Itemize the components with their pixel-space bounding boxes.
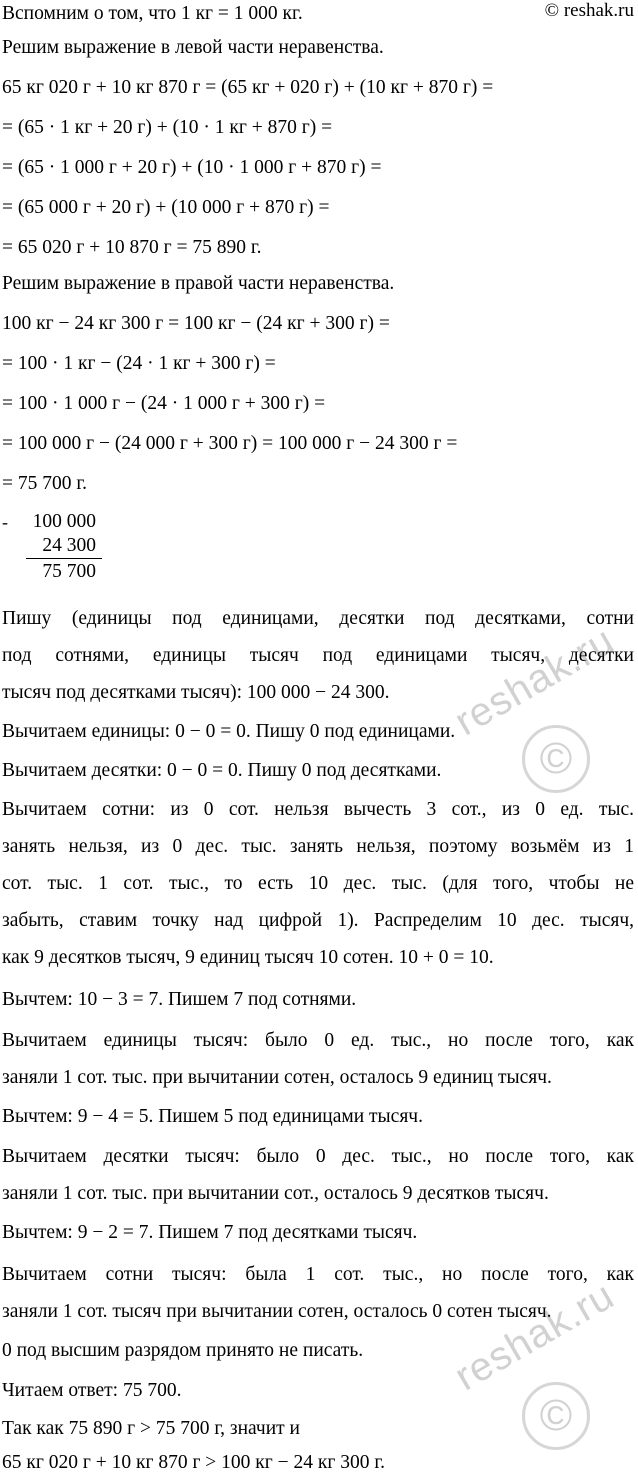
explanation-line-6: Вычитаем сотни: из 0 сот. нельзя вычесть 3 сот., из 0 ед. тыс. — [2, 799, 634, 820]
watermark-text: reshak.ru — [447, 618, 622, 745]
explanation-line-18: Вычитаем сотни тысяч: была 1 сот. тыс., но после того, как — [2, 1264, 634, 1285]
right-step-3: = 100 · 1 000 г − (24 · 1 000 г + 300 г) = — [2, 393, 326, 414]
explanation-line-19: заняли 1 сот. тысяч при вычитании сотен, осталось 0 сотен тысяч. — [2, 1301, 552, 1322]
explanation-line-10: как 9 десятков тысяч, 9 единиц тысяч 10 сотен. 10 + 0 = 10. — [2, 947, 494, 968]
left-step-1: 65 кг 020 г + 10 кг 870 г = (65 кг + 020 г) + (10 кг + 870 г) = — [2, 77, 494, 98]
left-step-2: = (65 · 1 кг + 20 г) + (10 · 1 кг + 870 г) = — [2, 117, 333, 138]
answer-line: Читаем ответ: 75 700. — [2, 1380, 182, 1401]
watermark-text-2: reshak.ru — [447, 1273, 622, 1400]
result: 75 700 — [42, 561, 96, 582]
explanation-line-2: под сотнями, единицы тысяч под единицами тысяч, десятки — [2, 645, 634, 666]
left-step-3: = (65 · 1 000 г + 20 г) + (10 · 1 000 г + 870 г) = — [2, 157, 382, 178]
left-step-5: = 65 020 г + 10 870 г = 75 890 г. — [2, 237, 262, 258]
explanation-line-5: Вычитаем десятки: 0 − 0 = 0. Пишу 0 под десятками. — [2, 760, 442, 781]
explanation-line-9: забыть, ставим точку над цифрой 1). Распределим 10 дес. тысяч, — [2, 910, 634, 931]
explanation-line-17: Вычтем: 9 − 2 = 7. Пишем 7 под десятками тысяч. — [2, 1222, 418, 1243]
subtrahend: 24 300 — [42, 535, 96, 556]
right-step-5: = 75 700 г. — [2, 473, 88, 494]
explanation-line-12: Вычитаем единицы тысяч: было 0 ед. тыс., но после того, как — [2, 1030, 634, 1051]
intro-line: Вспомним о том, что 1 кг = 1 000 кг. — [2, 3, 303, 24]
result-line — [26, 558, 102, 559]
comparison-line: Так как 75 890 г > 75 700 г, значит и — [2, 1418, 300, 1439]
explanation-line-11: Вычтем: 10 − 3 = 7. Пишем 7 под сотнями. — [2, 989, 357, 1010]
left-step-4: = (65 000 г + 20 г) + (10 000 г + 870 г) = — [2, 197, 330, 218]
explanation-line-7: занять нельзя, из 0 дес. тыс. занять нельзя, поэтому возьмём из 1 — [2, 836, 634, 857]
explanation-line-4: Вычитаем единицы: 0 − 0 = 0. Пишу 0 под единицами. — [2, 721, 456, 742]
explanation-line-8: сот. тыс. 1 сот. тыс., то есть 10 дес. тыс. (для того, чтобы не — [2, 873, 634, 894]
explanation-line-20: 0 под высшим разрядом принято не писать. — [2, 1340, 364, 1361]
explanation-line-16: заняли 1 сот. тыс. при вычитании сот., осталось 9 десятков тысяч. — [2, 1183, 549, 1204]
explanation-line-14: Вычтем: 9 − 4 = 5. Пишем 5 под единицами тысяч. — [2, 1106, 423, 1127]
minus-sign: - — [2, 512, 8, 532]
watermark-copyright-icon: © — [522, 725, 590, 793]
explanation-line-13: заняли 1 сот. тыс. при вычитании сотен, осталось 9 единиц тысяч. — [2, 1067, 552, 1088]
right-step-1: 100 кг − 24 кг 300 г = 100 кг − (24 кг + 300 г) = — [2, 313, 390, 334]
copyright-label: © reshak.ru — [544, 0, 634, 21]
conclusion-line: 65 кг 020 г + 10 кг 870 г > 100 кг − 24 кг 300 г. — [2, 1452, 386, 1473]
right-step-4: = 100 000 г − (24 000 г + 300 г) = 100 000 г − 24 300 г = — [2, 433, 458, 454]
left-part-title: Решим выражение в левой части неравенства. — [2, 37, 384, 58]
minuend: 100 000 — [32, 511, 96, 532]
watermark-copyright-icon-2: © — [522, 1382, 590, 1450]
right-part-title: Решим выражение в правой части неравенства. — [2, 273, 395, 294]
explanation-line-3: тысяч под десятками тысяч): 100 000 − 24 300. — [2, 682, 390, 703]
right-step-2: = 100 · 1 кг − (24 · 1 кг + 300 г) = — [2, 353, 276, 374]
explanation-line-1: Пишу (единицы под единицами, десятки под десятками, сотни — [2, 608, 634, 629]
explanation-line-15: Вычитаем десятки тысяч: было 0 дес. тыс., но после того, как — [2, 1146, 634, 1167]
